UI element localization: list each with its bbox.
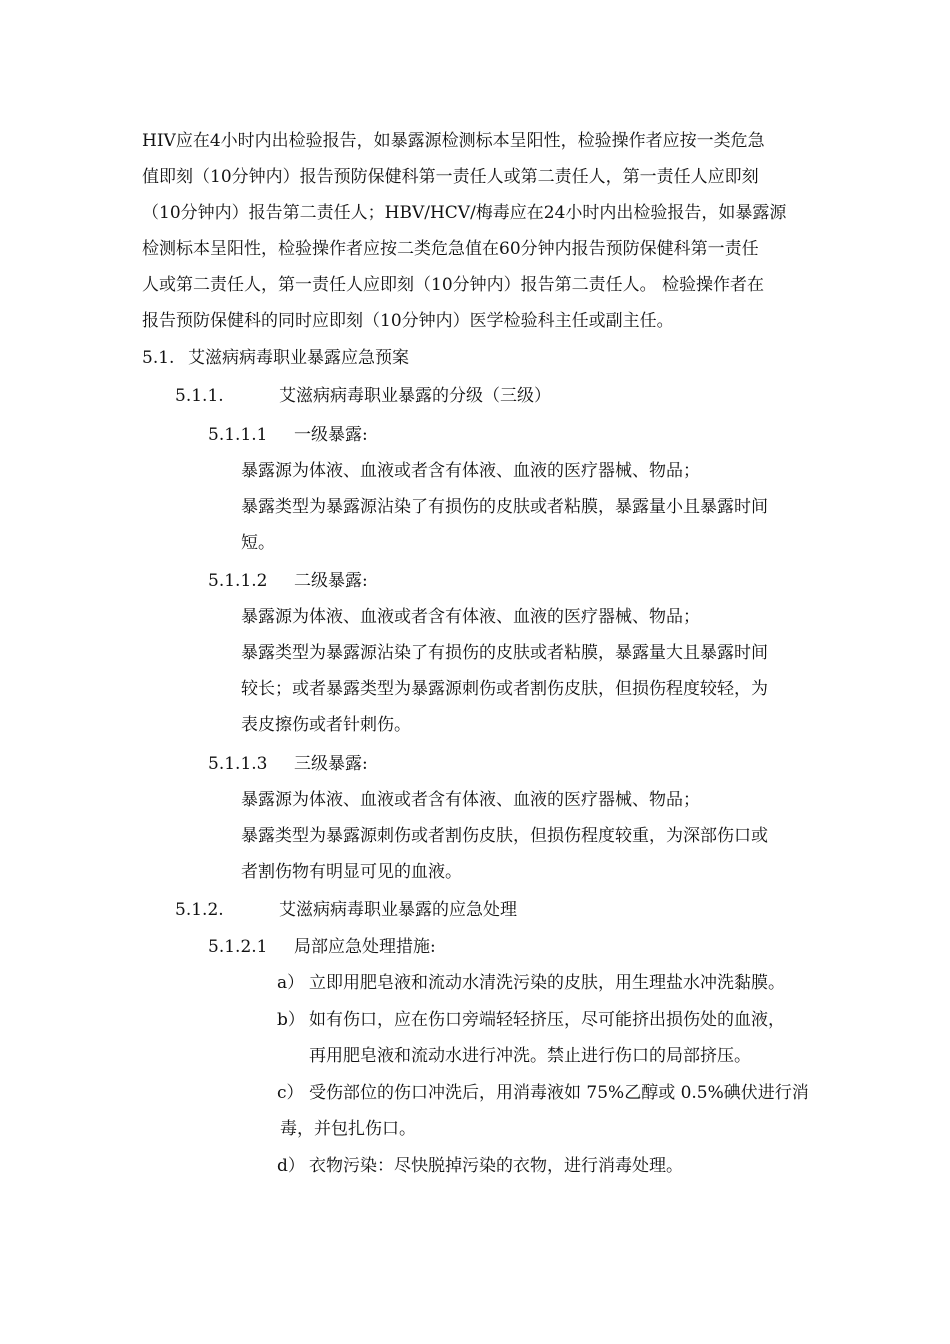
list-item-line: 毒，并包扎伤口。	[280, 1119, 416, 1139]
list-item-marker: a）	[277, 973, 305, 993]
list-item-line: 受伤部位的伤口冲洗后，用消毒液如 75%乙醇或 0.5%碘伏进行消	[309, 1083, 809, 1103]
subsection-number: 5.1.1.3	[208, 754, 268, 774]
level3-line: 暴露类型为暴露源刺伤或者割伤皮肤，但损伤程度较重，为深部伤口或	[241, 826, 768, 846]
intro-line: 检测标本呈阳性，检验操作者应按二类危急值在60分钟内报告预防保健科第一责任	[142, 239, 759, 259]
list-item-line: 衣物污染：尽快脱掉污染的衣物，进行消毒处理。	[309, 1156, 683, 1176]
level1-line: 暴露类型为暴露源沾染了有损伤的皮肤或者粘膜，暴露量小且暴露时间	[241, 497, 768, 517]
level1-line: 短。	[241, 533, 275, 553]
list-item-line: 立即用肥皂液和流动水清洗污染的皮肤，用生理盐水冲洗黏膜。	[309, 973, 785, 993]
section-title: 艾滋病病毒职业暴露的分级（三级）	[279, 386, 551, 406]
subsection-number: 5.1.1.2	[208, 571, 268, 591]
list-item-marker: d）	[277, 1156, 305, 1176]
section-number: 5.1.2.	[175, 900, 224, 920]
subsection-number: 5.1.1.1	[208, 425, 268, 445]
section-heading-5-1-2	[175, 899, 517, 921]
intro-line: 人或第二责任人，第一责任人应即刻（10分钟内）报告第二责任人。 检验操作者在	[142, 275, 765, 295]
level1-line: 暴露源为体液、血液或者含有体液、血液的医疗器械、物品；	[241, 461, 700, 481]
list-item-line: 如有伤口，应在伤口旁端轻轻挤压，尽可能挤出损伤处的血液，	[309, 1010, 785, 1030]
section-heading-5-1-1	[175, 385, 551, 407]
section-heading-5-1	[142, 347, 409, 369]
level3-line: 者割伤物有明显可见的血液。	[241, 862, 462, 882]
level2-line: 暴露类型为暴露源沾染了有损伤的皮肤或者粘膜，暴露量大且暴露时间	[241, 643, 768, 663]
level2-line: 暴露源为体液、血液或者含有体液、血液的医疗器械、物品；	[241, 607, 700, 627]
intro-line: （10分钟内）报告第二责任人；HBV/HCV/梅毒应在24小时内出检验报告，如暴露源	[142, 203, 787, 223]
section-title: 艾滋病病毒职业暴露的应急处理	[279, 900, 517, 920]
list-item-marker: c）	[277, 1083, 304, 1103]
subsection-heading-level2	[208, 570, 368, 592]
subsection-title: 二级暴露:	[294, 571, 368, 591]
level3-line: 暴露源为体液、血液或者含有体液、血液的医疗器械、物品；	[241, 790, 700, 810]
level2-line: 较长；或者暴露类型为暴露源刺伤或者割伤皮肤，但损伤程度较轻，为	[241, 679, 768, 699]
subsection-title: 一级暴露:	[294, 425, 368, 445]
section-number: 5.1.	[142, 348, 175, 368]
subsection-heading-level1	[208, 424, 368, 446]
subsection-heading-local-measures	[208, 936, 436, 958]
list-item-marker: b）	[277, 1010, 305, 1030]
section-title: 艾滋病病毒职业暴露应急预案	[188, 348, 409, 368]
intro-line: HIV应在4小时内出检验报告，如暴露源检测标本呈阳性，检验操作者应按一类危急	[142, 131, 765, 151]
subsection-title: 局部应急处理措施:	[294, 937, 436, 957]
level2-line: 表皮擦伤或者针刺伤。	[241, 715, 411, 735]
subsection-number: 5.1.2.1	[208, 937, 268, 957]
intro-line: 值即刻（10分钟内）报告预防保健科第一责任人或第二责任人，第一责任人应即刻	[142, 167, 759, 187]
subsection-title: 三级暴露:	[294, 754, 368, 774]
intro-line: 报告预防保健科的同时应即刻（10分钟内）医学检验科主任或副主任。	[142, 311, 674, 331]
section-number: 5.1.1.	[175, 386, 224, 406]
subsection-heading-level3	[208, 753, 368, 775]
list-item-line: 再用肥皂液和流动水进行冲洗。禁止进行伤口的局部挤压。	[309, 1046, 751, 1066]
